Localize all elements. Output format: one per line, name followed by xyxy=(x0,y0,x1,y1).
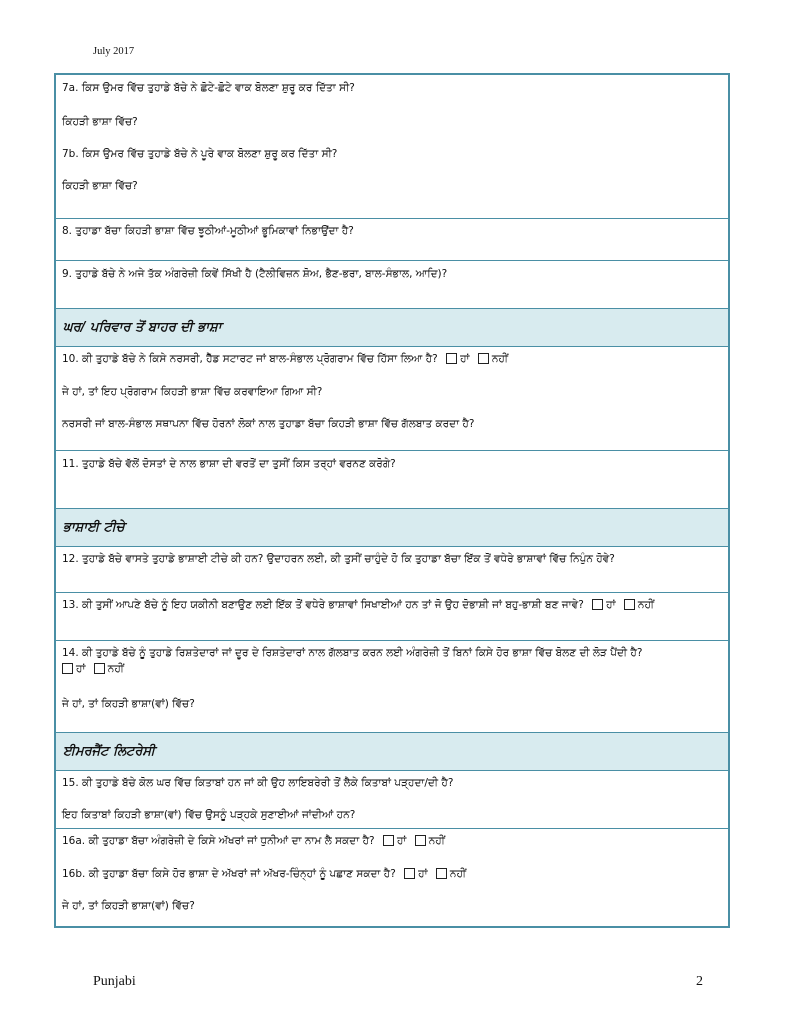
no-checkbox[interactable] xyxy=(415,835,426,846)
no-label: ਨਹੀਂ xyxy=(637,599,655,611)
question-16b-text: 16b. ਕੀ ਤੁਹਾਡਾ ਬੱਚਾ ਕਿਸੇ ਹੋਰ ਭਾਸ਼ਾ ਦੇ ਅੱਖਰਾਂ ਜਾਂ ਅੱਖਰ-ਚਿੰਨ੍ਹਾਂ ਨੂੰ ਪਛਾਣ ਸਕਦਾ ਹੈ? xyxy=(62,868,396,880)
section-title: ਈਮਰਜੈਂਟ ਲਿਟਰੇਸੀ xyxy=(63,744,155,759)
yes-label: ਹਾਂ xyxy=(460,353,470,365)
section-title: ਭਾਸ਼ਾਈ ਟੀਚੇ xyxy=(63,520,125,535)
yes-checkbox[interactable] xyxy=(404,868,415,879)
question-12 xyxy=(56,547,728,593)
question-7b-text: 7b. ਕਿਸ ਉਮਰ ਵਿੱਚ ਤੁਹਾਡੇ ਬੱਚੇ ਨੇ ਪੂਰੇ ਵਾਕ ਬੋਲਣਾ ਸ਼ੁਰੂ ਕਰ ਦਿੱਤਾ ਸੀ? xyxy=(62,148,338,160)
question-14-options xyxy=(57,662,124,676)
yes-checkbox[interactable] xyxy=(383,835,394,846)
question-9-text: 9. ਤੁਹਾਡੇ ਬੱਚੇ ਨੇ ਅਜੇ ਤੱਕ ਅੰਗਰੇਜ਼ੀ ਕਿਵੇਂ ਸਿੱਖੀ ਹੈ (ਟੈਲੀਵਿਜ਼ਨ ਸ਼ੋਅ, ਭੈਣ-ਭਰਾ, ਬਾਲ-ਸੰਭਾਲ, ਆਦਿ)? xyxy=(62,268,448,280)
question-7a-text: 7a. ਕਿਸ ਉਮਰ ਵਿੱਚ ਤੁਹਾਡੇ ਬੱਚੇ ਨੇ ਛੋਟੇ-ਛੋਟੇ ਵਾਕ ਬੋਲਣਾ ਸ਼ੁਰੂ ਕਰ ਦਿੱਤਾ ਸੀ? xyxy=(62,82,355,94)
yes-label: ਹਾਂ xyxy=(396,835,407,847)
question-7a-sub: ਕਿਹੜੀ ਭਾਸ਼ਾ ਵਿੱਚ? xyxy=(62,116,138,128)
question-7b-sub: ਕਿਹੜੀ ਭਾਸ਼ਾ ਵਿੱਚ? xyxy=(62,180,138,192)
question-12-text: 12. ਤੁਹਾਡੇ ਬੱਚੇ ਵਾਸਤੇ ਤੁਹਾਡੇ ਭਾਸ਼ਾਈ ਟੀਚੇ ਕੀ ਹਨ? ਉਦਾਹਰਨ ਲਈ, ਕੀ ਤੁਸੀਂ ਚਾਹੁੰਦੇ ਹੋ ਕਿ ਤੁਹਾਡਾ ਬੱਚਾ ਇੱਕ ਤੋਂ ਵਧੇਰੇ ਭਾਸ਼ਾਵਾਂ ਵਿੱਚ ਨਿਪੁੰਨ ਹੋਵੇ? xyxy=(62,553,615,565)
no-label: ਨਹੀਂ xyxy=(491,353,508,365)
yes-checkbox[interactable] xyxy=(62,663,73,674)
yes-label: ਹਾਂ xyxy=(76,663,86,675)
yes-checkbox[interactable] xyxy=(592,599,603,610)
section-title: ਘਰ/ ਪਰਿਵਾਰ ਤੋਂ ਬਾਹਰ ਦੀ ਭਾਸ਼ਾ xyxy=(63,320,222,335)
yes-checkbox[interactable] xyxy=(446,353,457,364)
question-10 xyxy=(56,347,728,451)
question-16 xyxy=(56,829,728,926)
no-checkbox[interactable] xyxy=(436,868,447,879)
footer-page-number: 2 xyxy=(696,974,703,989)
questionnaire-frame xyxy=(54,73,730,928)
question-15-sub: ਇਹ ਕਿਤਾਬਾਂ ਕਿਹੜੀ ਭਾਸ਼ਾ(ਵਾਂ) ਵਿੱਚ ਉਸਨੂੰ ਪੜ੍ਹਕੇ ਸੁਣਾਈਆਂ ਜਾਂਦੀਆਂ ਹਨ? xyxy=(62,809,356,821)
question-10-text: 10. ਕੀ ਤੁਹਾਡੇ ਬੱਚੇ ਨੇ ਕਿਸੇ ਨਰਸਰੀ, ਹੈੱਡ ਸਟਾਰਟ ਜਾਂ ਬਾਲ-ਸੰਭਾਲ ਪ੍ਰੋਗਰਾਮ ਵਿੱਚ ਹਿੱਸਾ ਲਿਆ ਹੈ? xyxy=(62,353,438,365)
question-14-text: 14. ਕੀ ਤੁਹਾਡੇ ਬੱਚੇ ਨੂੰ ਤੁਹਾਡੇ ਰਿਸ਼ਤੇਦਾਰਾਂ ਜਾਂ ਦੂਰ ਦੇ ਰਿਸ਼ਤੇਦਾਰਾਂ ਨਾਲ ਗੱਲਬਾਤ ਕਰਨ ਲਈ ਅੰਗਰੇਜ਼ੀ ਤੋਂ ਬਿਨਾਂ ਕਿਸੇ ਹੋਰ ਭਾਸ਼ਾ ਵਿੱਚ ਬੋਲਣ ਦੀ ਲੋੜ ਪੈਂਦੀ ਹੈ? xyxy=(62,647,643,659)
yes-label: ਹਾਂ xyxy=(606,599,616,611)
question-16b-sub: ਜੇ ਹਾਂ, ਤਾਂ ਕਿਹੜੀ ਭਾਸ਼ਾ(ਵਾਂ) ਵਿੱਚ? xyxy=(62,900,195,912)
no-label: ਨਹੀਂ xyxy=(107,663,124,675)
question-10-line xyxy=(62,352,508,366)
question-16a-line xyxy=(62,834,445,848)
question-9 xyxy=(56,261,728,309)
question-11 xyxy=(56,451,728,509)
question-8 xyxy=(56,219,728,261)
question-7 xyxy=(56,75,728,219)
no-checkbox[interactable] xyxy=(478,353,489,364)
question-16a-text: 16a. ਕੀ ਤੁਹਾਡਾ ਬੱਚਾ ਅੰਗਰੇਜ਼ੀ ਦੇ ਕਿਸੇ ਅੱਖਰਾਂ ਜਾਂ ਧੁਨੀਆਂ ਦਾ ਨਾਮ ਲੈ ਸਕਦਾ ਹੈ? xyxy=(62,835,375,847)
section-header-emergent-literacy xyxy=(56,733,728,771)
question-14-sub: ਜੇ ਹਾਂ, ਤਾਂ ਕਿਹੜੀ ਭਾਸ਼ਾ(ਵਾਂ) ਵਿੱਚ? xyxy=(62,698,195,710)
no-label: ਨਹੀਂ xyxy=(449,868,467,880)
no-checkbox[interactable] xyxy=(624,599,635,610)
footer-language: Punjabi xyxy=(93,974,136,989)
question-16b-line xyxy=(62,867,466,881)
section-header-outside-language xyxy=(56,309,728,347)
question-8-text: 8. ਤੁਹਾਡਾ ਬੱਚਾ ਕਿਹੜੀ ਭਾਸ਼ਾ ਵਿੱਚ ਝੂਠੀਆਂ-ਮੂਠੀਆਂ ਭੂਮਿਕਾਵਾਂ ਨਿਭਾਉਂਦਾ ਹੈ? xyxy=(62,225,354,237)
no-label: ਨਹੀਂ xyxy=(428,835,445,847)
question-13-text: 13. ਕੀ ਤੁਸੀਂ ਆਪਣੇ ਬੱਚੇ ਨੂੰ ਇਹ ਯਕੀਨੀ ਬਣਾਉਣ ਲਈ ਇੱਕ ਤੋਂ ਵਧੇਰੇ ਭਾਸ਼ਾਵਾਂ ਸਿਖਾਈਆਂ ਹਨ ਤਾਂ ਜੋ ਉਹ ਦੋਭਾਸ਼ੀ ਜਾਂ ਬਹੁ-ਭਾਸ਼ੀ ਬਣ ਜਾਵੇ? xyxy=(62,599,584,611)
question-10-sub2: ਨਰਸਰੀ ਜਾਂ ਬਾਲ-ਸੰਭਾਲ ਸਥਾਪਨਾ ਵਿੱਚ ਹੋਰਨਾਂ ਲੋਕਾਂ ਨਾਲ ਤੁਹਾਡਾ ਬੱਚਾ ਕਿਹੜੀ ਭਾਸ਼ਾ ਵਿੱਚ ਗੱਲਬਾਤ ਕਰਦਾ ਹੈ? xyxy=(62,418,475,430)
question-14 xyxy=(56,641,728,733)
section-header-language-goals xyxy=(56,509,728,547)
question-11-text: 11. ਤੁਹਾਡੇ ਬੱਚੇ ਵੱਲੋਂ ਦੋਸਤਾਂ ਦੇ ਨਾਲ ਭਾਸ਼ਾ ਦੀ ਵਰਤੋਂ ਦਾ ਤੁਸੀਂ ਕਿਸ ਤਰ੍ਹਾਂ ਵਰਨਣ ਕਰੋਗੇ? xyxy=(62,458,396,470)
no-checkbox[interactable] xyxy=(94,663,105,674)
question-13-line xyxy=(62,598,654,612)
question-13 xyxy=(56,593,728,641)
question-15 xyxy=(56,771,728,829)
question-15-text: 15. ਕੀ ਤੁਹਾਡੇ ਬੱਚੇ ਕੋਲ ਘਰ ਵਿੱਚ ਕਿਤਾਬਾਂ ਹਨ ਜਾਂ ਕੀ ਉਹ ਲਾਇਬਰੇਰੀ ਤੋਂ ਲੈਕੇ ਕਿਤਾਬਾਂ ਪੜ੍ਹਦਾ/ਦੀ ਹੈ? xyxy=(62,777,454,789)
header-date: July 2017 xyxy=(93,46,135,57)
question-10-sub1: ਜੇ ਹਾਂ, ਤਾਂ ਇਹ ਪ੍ਰੋਗਰਾਮ ਕਿਹੜੀ ਭਾਸ਼ਾ ਵਿੱਚ ਕਰਵਾਇਆ ਗਿਆ ਸੀ? xyxy=(62,386,323,398)
yes-label: ਹਾਂ xyxy=(418,868,428,880)
